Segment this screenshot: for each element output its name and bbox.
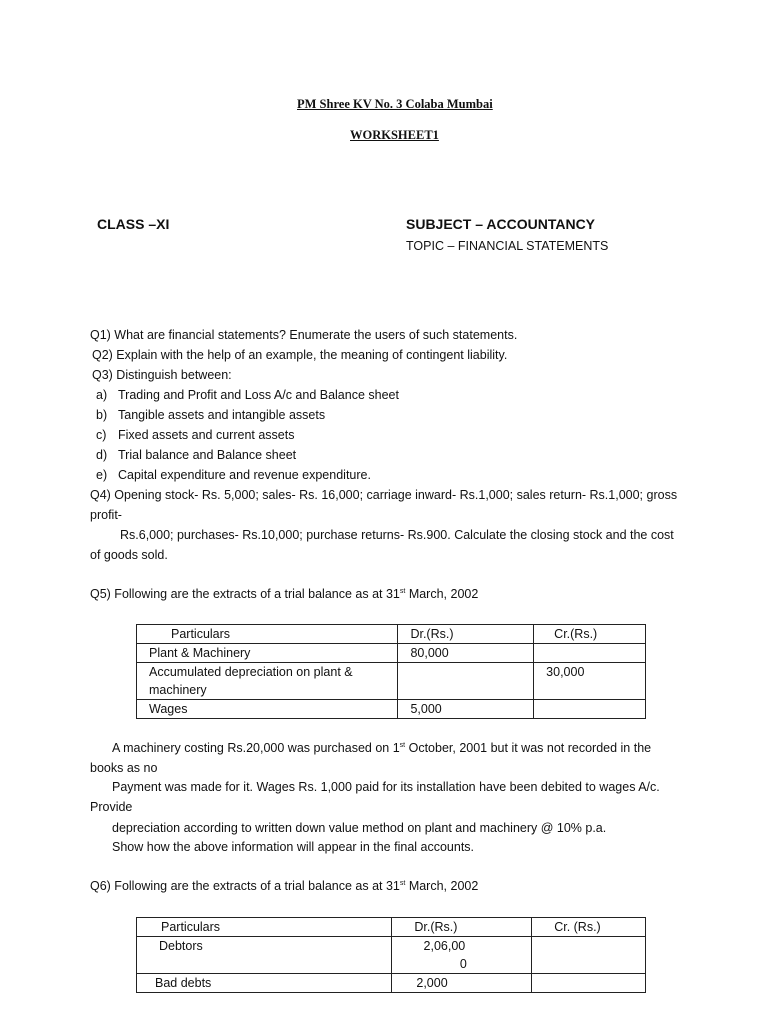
question-2: Q2) Explain with the help of an example, the meaning of contingent liability. bbox=[92, 348, 508, 362]
cell-particulars: Debtors bbox=[137, 937, 392, 974]
question-4-line-2: profit- bbox=[90, 508, 122, 522]
table-row bbox=[137, 644, 646, 663]
subject-label: SUBJECT – ACCOUNTANCY bbox=[406, 216, 596, 232]
q3-item-text: Tangible assets and intangible assets bbox=[118, 408, 326, 422]
question-4-line-3: Rs.6,000; purchases- Rs.10,000; purchase returns- Rs.900. Calculate the closing stock and the cost bbox=[120, 528, 674, 542]
cell-cr bbox=[532, 937, 646, 974]
q5-paragraph-line-2: books as no bbox=[90, 761, 158, 775]
column-header-particulars: Particulars bbox=[137, 625, 398, 644]
worksheet-title: WORKSHEET1 bbox=[350, 128, 439, 142]
cell-cr bbox=[532, 974, 646, 993]
q3-item-text: Trading and Profit and Loss A/c and Balance sheet bbox=[118, 388, 399, 402]
q3-item-text: Capital expenditure and revenue expenditure. bbox=[118, 468, 371, 482]
q3-item-marker: e) bbox=[96, 468, 108, 482]
column-header-cr: Cr.(Rs.) bbox=[534, 625, 646, 644]
question-4-line-4: of goods sold. bbox=[90, 548, 168, 562]
cell-dr-line-2: 0 bbox=[459, 957, 467, 971]
cell-particulars: Bad debts bbox=[137, 974, 392, 993]
cell-particulars bbox=[137, 663, 398, 700]
cell-dr: 2,000 bbox=[392, 974, 532, 993]
table-header-row bbox=[137, 625, 646, 644]
cell-particulars: Plant & Machinery bbox=[137, 644, 398, 663]
class-label: CLASS –XI bbox=[97, 216, 170, 232]
q5-paragraph-line-5: depreciation according to written down value method on plant and machinery @ 10% p.a. bbox=[112, 821, 607, 835]
q3-item-marker: c) bbox=[96, 428, 107, 442]
q3-item-text: Trial balance and Balance sheet bbox=[118, 448, 297, 462]
column-header-dr: Dr.(Rs.) bbox=[398, 625, 534, 644]
column-header-particulars: Particulars bbox=[137, 918, 392, 937]
cell-dr bbox=[392, 937, 532, 974]
cell-dr-line-1: 2,06,00 bbox=[423, 939, 466, 953]
cell-dr: 80,000 bbox=[398, 644, 534, 663]
cell-dr: 5,000 bbox=[398, 700, 534, 719]
q5-paragraph-line-3: Payment was made for it. Wages Rs. 1,000 paid for its installation have been debited to wages A/c. bbox=[112, 780, 660, 794]
table-row bbox=[137, 663, 646, 700]
q5-paragraph-line-1: A machinery costing Rs.20,000 was purchased on 1st October, 2001 but it was not recorded in the bbox=[112, 741, 652, 755]
school-name: PM Shree KV No. 3 Colaba Mumbai bbox=[297, 97, 493, 111]
q5-paragraph-line-4: Provide bbox=[90, 800, 133, 814]
table-header-row bbox=[137, 918, 646, 937]
question-4-line-1: Q4) Opening stock- Rs. 5,000; sales- Rs. 16,000; carriage inward- Rs.1,000; sales return- Rs.1,000; gross bbox=[90, 488, 678, 502]
column-header-dr: Dr.(Rs.) bbox=[392, 918, 532, 937]
q5-paragraph-line-6: Show how the above information will appear in the final accounts. bbox=[112, 840, 475, 854]
cell-particulars-line-2: machinery bbox=[149, 683, 207, 697]
cell-cr bbox=[534, 700, 646, 719]
table-row bbox=[137, 700, 646, 719]
q5-trial-balance-table bbox=[136, 624, 646, 719]
question-3: Q3) Distinguish between: bbox=[92, 368, 232, 382]
cell-dr bbox=[398, 663, 534, 700]
q6-trial-balance-table bbox=[136, 917, 646, 993]
question-5-intro: Q5) Following are the extracts of a trial balance as at 31st March, 2002 bbox=[90, 587, 479, 601]
cell-particulars-line-1: Accumulated depreciation on plant & bbox=[149, 665, 353, 679]
q3-item-marker: d) bbox=[96, 448, 108, 462]
q3-item-text: Fixed assets and current assets bbox=[118, 428, 295, 442]
question-1: Q1) What are financial statements? Enumerate the users of such statements. bbox=[90, 328, 518, 342]
question-6-intro: Q6) Following are the extracts of a trial balance as at 31st March, 2002 bbox=[90, 879, 479, 893]
cell-cr bbox=[534, 644, 646, 663]
cell-cr: 30,000 bbox=[534, 663, 646, 700]
topic-label: TOPIC – FINANCIAL STATEMENTS bbox=[406, 239, 609, 253]
q3-item-marker: a) bbox=[96, 388, 108, 402]
cell-particulars: Wages bbox=[137, 700, 398, 719]
q3-item-marker: b) bbox=[96, 408, 108, 422]
table-row bbox=[137, 937, 646, 974]
column-header-cr: Cr. (Rs.) bbox=[532, 918, 646, 937]
table-row bbox=[137, 974, 646, 993]
